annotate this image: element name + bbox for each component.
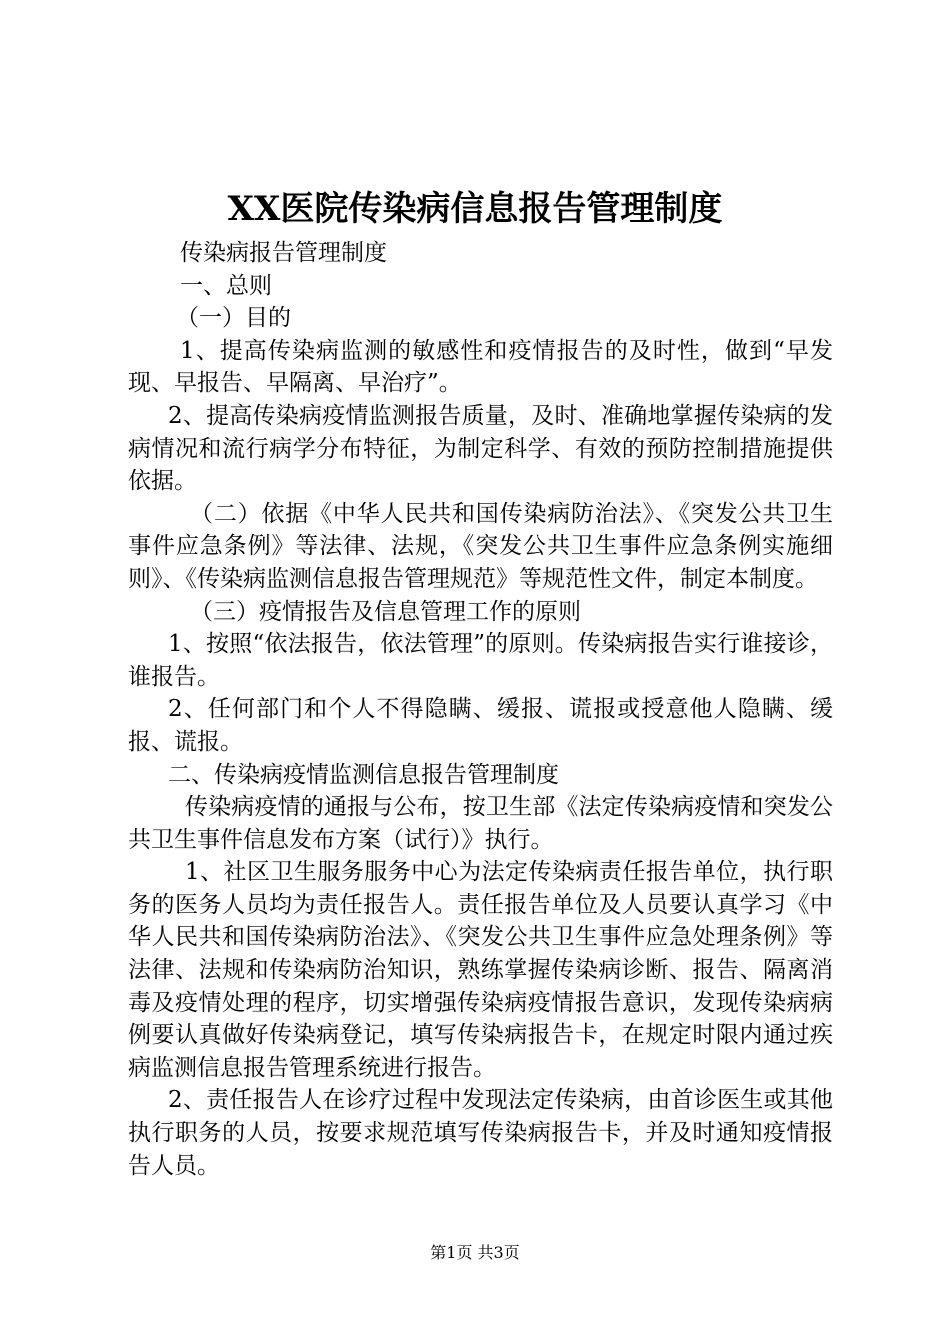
paragraph: （二）依据《中华人民共和国传染病防治法》、《突发公共卫生事件应急条例》等法律、法规，《突发公共卫生事件应急条例实施细则》、《传染病监测信息报告管理规范》等规范性文件，制定本制度。 bbox=[128, 500, 833, 592]
paragraph: 1、按照“依法报告，依法管理”的原则。传染病报告实行谁接诊，谁报告。 bbox=[128, 631, 833, 690]
paragraph: 1、提高传染病监测的敏感性和疫情报告的及时性，做到“早发现、早报告、早隔离、早治疗”。 bbox=[128, 337, 833, 397]
document-title: XX医院传染病信息报告管理制度 bbox=[227, 189, 723, 229]
paragraph-section-heading: 二、传染病疫情监测信息报告管理制度 bbox=[168, 761, 559, 788]
paragraph-section-heading: 一、总则 bbox=[180, 272, 272, 299]
paragraph: 传染病疫情的通报与公布，按卫生部《法定传染病疫情和突发公共卫生事件信息发布方案（试行）》执行。 bbox=[128, 794, 833, 853]
paragraph-subheading: （三）疫情报告及信息管理工作的原则 bbox=[190, 598, 581, 625]
page-number: 第1页 共3页 bbox=[430, 1243, 520, 1262]
paragraph: 2、责任报告人在诊疗过程中发现法定传染病，由首诊医生或其他执行职务的人员，按要求规范填写传染病报告卡，并及时通知疫情报告人员。 bbox=[128, 1087, 833, 1179]
paragraph: 1、社区卫生服务服务中心为法定传染病责任报告单位，执行职务的医务人员均为责任报告人。责任报告单位及人员要认真学习《中华人民共和国传染病防治法》、《突发公共卫生事件应急处理条例》等法律、法规和传染病防治知识，熟练掌握传染病诊断、报告、隔离消毒及疫情处理的程序，切实增强传染病疫情报告意识，发现传染病病例要认真做好传染病登记，填写传染病报告卡，在规定时限内通过疾病监测信息报告管理系统进行报告。 bbox=[128, 859, 833, 1081]
paragraph: 2、提高传染病疫情监测报告质量，及时、准确地掌握传染病的发病情况和流行病学分布特征，为制定科学、有效的预防控制措施提供依据。 bbox=[128, 402, 833, 495]
document-body bbox=[128, 237, 833, 1182]
paragraph-subtitle: 传染病报告管理制度 bbox=[180, 240, 387, 266]
paragraph: 2、任何部门和个人不得隐瞒、缓报、谎报或授意他人隐瞒、缓报、谎报。 bbox=[128, 696, 833, 755]
paragraph-subheading: （一）目的 bbox=[176, 305, 291, 332]
page-footer bbox=[0, 1241, 950, 1265]
